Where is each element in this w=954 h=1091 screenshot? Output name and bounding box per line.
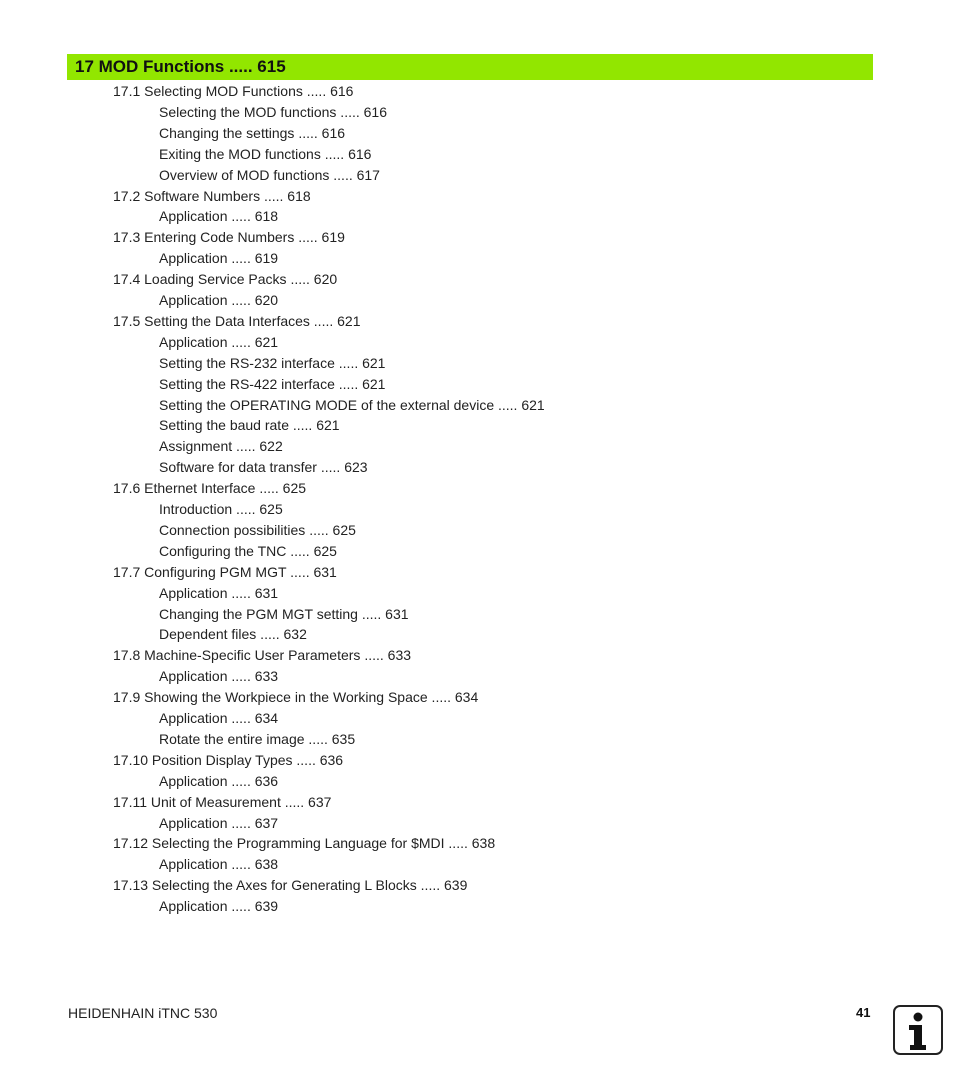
toc-subsection-entry[interactable]: Exiting the MOD functions ..... 616 [159, 145, 372, 162]
toc-subsection-entry[interactable]: Application ..... 636 [159, 772, 279, 789]
toc-subsection-entry[interactable]: Setting the RS-232 interface ..... 621 [159, 354, 386, 371]
toc-subsection-entry[interactable]: Application ..... 638 [159, 856, 279, 873]
toc-subsection-entry[interactable]: Application ..... 639 [159, 898, 279, 915]
toc-subsection-entry[interactable]: Changing the PGM MGT setting ..... 631 [159, 605, 409, 622]
toc-subsection-entry[interactable]: Application ..... 637 [159, 814, 279, 831]
toc-section-entry[interactable]: 17.13 Selecting the Axes for Generating L Blocks ..... 639 [113, 877, 468, 894]
chapter-title[interactable]: 17 MOD Functions ..... 615 [75, 57, 286, 76]
toc-subsection-entry[interactable]: Application ..... 633 [159, 668, 279, 685]
toc-section-entry[interactable]: 17.7 Configuring PGM MGT ..... 631 [113, 563, 337, 580]
chapter-heading-bar [67, 54, 873, 80]
toc-section-entry[interactable]: 17.10 Position Display Types ..... 636 [113, 751, 344, 768]
toc-subsection-entry[interactable]: Application ..... 620 [159, 292, 279, 308]
toc-section-entry[interactable]: 17.8 Machine-Specific User Parameters ..... 633 [113, 647, 412, 664]
toc-section-entry[interactable]: 17.5 Setting the Data Interfaces ..... 621 [113, 312, 361, 329]
toc-section-entry[interactable]: 17.3 Entering Code Numbers ..... 619 [113, 229, 345, 246]
toc-subsection-entry[interactable]: Connection possibilities ..... 625 [159, 521, 356, 538]
toc-subsection-entry[interactable]: Application ..... 621 [159, 333, 279, 350]
toc-subsection-entry[interactable]: Overview of MOD functions ..... 617 [159, 166, 380, 183]
footer-product-name: HEIDENHAIN iTNC 530 [68, 1005, 218, 1021]
toc-section-entry[interactable]: 17.9 Showing the Workpiece in the Working Space ..... 634 [113, 689, 479, 706]
toc-subsection-entry[interactable]: Setting the OPERATING MODE of the external device ..... 621 [159, 396, 545, 413]
toc-section-entry[interactable]: 17.6 Ethernet Interface ..... 625 [113, 480, 307, 497]
toc-subsection-entry[interactable]: Dependent files ..... 632 [159, 626, 307, 643]
toc-subsection-entry[interactable]: Software for data transfer ..... 623 [159, 459, 368, 476]
toc-section-entry[interactable]: 17.2 Software Numbers ..... 618 [113, 187, 311, 204]
toc-subsection-entry[interactable]: Setting the RS-422 interface ..... 621 [159, 375, 386, 392]
info-icon [893, 1005, 943, 1055]
toc-section-entry[interactable]: 17.1 Selecting MOD Functions ..... 616 [113, 83, 354, 99]
toc-section-entry[interactable]: 17.4 Loading Service Packs ..... 620 [113, 271, 338, 288]
toc-subsection-entry[interactable]: Rotate the entire image ..... 635 [159, 730, 356, 747]
page-number: 41 [856, 1005, 871, 1020]
toc-subsection-entry[interactable]: Application ..... 631 [159, 584, 279, 601]
toc-subsection-entry[interactable]: Changing the settings ..... 616 [159, 124, 346, 141]
toc-subsection-entry[interactable]: Application ..... 618 [159, 208, 279, 225]
toc-subsection-entry[interactable]: Assignment ..... 622 [159, 438, 283, 455]
toc-subsection-entry[interactable]: Configuring the TNC ..... 625 [159, 542, 337, 559]
toc-section-entry[interactable]: 17.11 Unit of Measurement ..... 637 [113, 793, 332, 810]
toc-section-entry[interactable]: 17.12 Selecting the Programming Language for $MDI ..... 638 [113, 835, 496, 852]
toc-subsection-entry[interactable]: Application ..... 619 [159, 250, 279, 267]
toc-subsection-entry[interactable]: Selecting the MOD functions ..... 616 [159, 103, 388, 120]
toc-subsection-entry[interactable]: Introduction ..... 625 [159, 501, 283, 517]
toc-subsection-entry[interactable]: Setting the baud rate ..... 621 [159, 417, 340, 434]
toc-subsection-entry[interactable]: Application ..... 634 [159, 710, 279, 726]
